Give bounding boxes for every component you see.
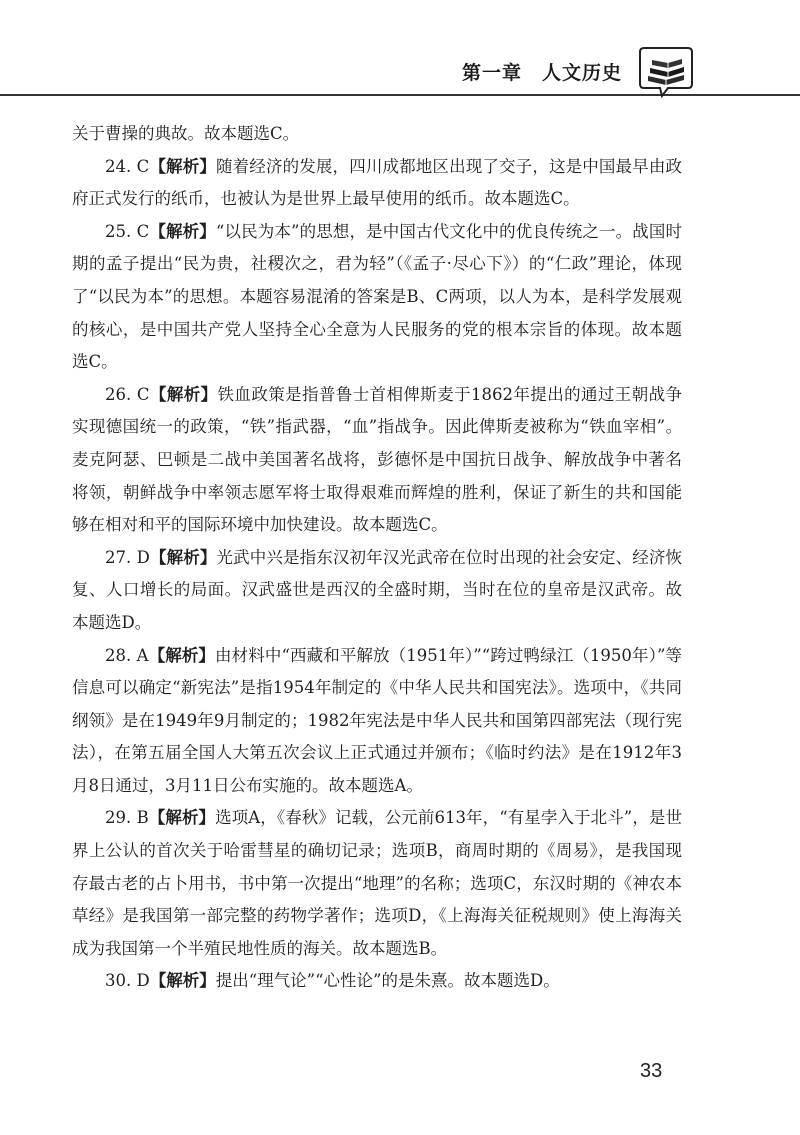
analysis-label: 【解析】 [148, 645, 216, 665]
answer-number: 24. C [105, 156, 150, 176]
analysis-text: 铁血政策是指普鲁士首相俾斯麦于1862年提出的通过王朝战争实现德国统一的政策，“铁”指武器，“血”指战争。因此俾斯麦被称为“铁血宰相”。麦克阿瑟、巴顿是二战中美国著名战将，彭德怀是中国抗日战争、解放战争中著名将领，朝鲜战争中率领志愿军将士取得艰难而辉煌的胜利，保证了新生的共和国能够在相对和平的国际环境中加快建设。故本题选C。 [72, 384, 682, 535]
analysis-text: 选项A，《春秋》记载，公元前613年，“有星孛入于北斗”，是世界上公认的首次关于哈雷彗星的确切记录；选项B，商周时期的《周易》，是我国现存最古老的占卜用书，书中第一次提出“地理”的名称；选项C，东汉时期的《神农本草经》是我国第一部完整的药物学著作；选项D，《上海海关征税规则》使上海海关成为我国第一个半殖民地性质的海关。故本题选B。 [72, 808, 682, 958]
analysis-label: 【解析】 [149, 156, 217, 176]
continuation-text: 关于曹操的典故。故本题选C。 [72, 124, 300, 143]
analysis-label: 【解析】 [149, 971, 216, 991]
analysis-text: 提出“理气论”“心性论”的是朱熹。故本题选D。 [215, 971, 560, 991]
analysis-label: 【解析】 [149, 384, 218, 404]
answer-item-26 [72, 379, 682, 542]
answer-item-28 [72, 640, 682, 803]
answer-explanations [72, 118, 682, 998]
answer-number: 29. B [105, 808, 149, 828]
answer-number: 27. D [105, 547, 150, 567]
analysis-text: 由材料中“西藏和平解放（1951年）”“跨过鸭绿江（1950年）”等信息可以确定“新宪法”是指1954年制定的《中华人民共和国宪法》。选项中，《共同纲领》是在1949年9月制定的；1982年宪法是中华人民共和国第四部宪法（现行宪法），在第五届全国人大第五次会议上正式通过并颁布；《临时约法》是在1912年3月8日通过，3月11日公布实施的。故本题选A。 [72, 645, 682, 795]
analysis-text: “以民为本”的思想，是中国古代文化中的优良传统之一。战国时期的孟子提出“民为贵，社稷次之，君为轻”（《孟子·尽心下》）的“仁政”理论，体现了“以民为本”的思想。本题容易混淆的答案是B、C两项，以人为本，是科学发展观的核心，是中国共产党人坚持全心全意为人民服务的党的根本宗旨的体现。故本题选C。 [72, 221, 682, 372]
answer-number: 26. C [105, 384, 150, 404]
analysis-text: 随着经济的发展，四川成都地区出现了交子，这是中国最早由政府正式发行的纸币，也被认为是世界上最早使用的纸币。故本题选C。 [72, 156, 683, 209]
page-header [0, 0, 800, 100]
answer-item-29 [72, 802, 682, 965]
answer-item-25 [72, 216, 682, 379]
page-number: 33 [640, 1060, 663, 1082]
answer-number: 30. D [105, 971, 150, 991]
analysis-text: 光武中兴是指东汉初年汉光武帝在位时出现的社会安定、经济恢复、人口增长的局面。汉武盛世是西汉的全盛时期，当时在位的皇帝是汉武帝。故本题选D。 [72, 547, 683, 632]
answer-item-24 [72, 151, 682, 216]
analysis-label: 【解析】 [149, 221, 216, 241]
analysis-label: 【解析】 [148, 808, 216, 828]
answer-item-27 [72, 542, 682, 640]
answer-item-30 [72, 965, 682, 998]
answer-number: 25. C [105, 221, 150, 241]
analysis-label: 【解析】 [149, 547, 217, 567]
book-stack-icon [638, 44, 694, 100]
answer-number: 28. A [105, 645, 149, 665]
chapter-title: 第一章 人文历史 [461, 62, 622, 84]
